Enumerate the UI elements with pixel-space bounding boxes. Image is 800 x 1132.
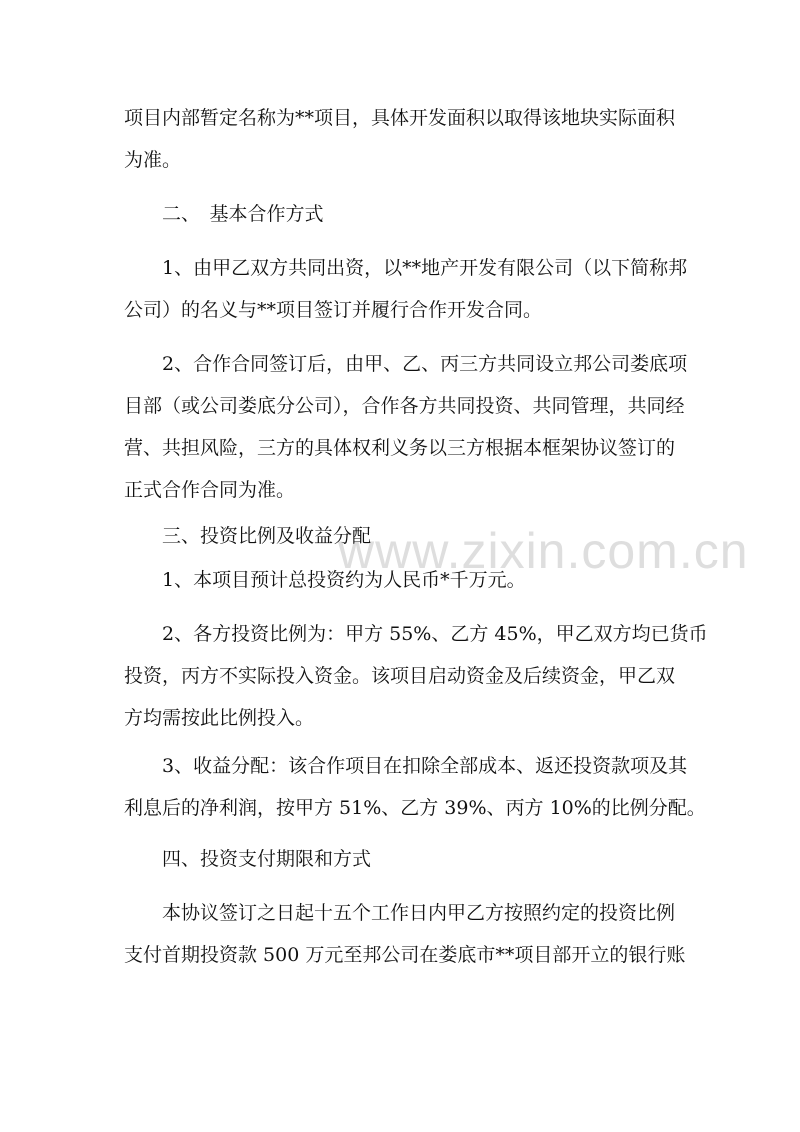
section-heading-payment-terms [124,838,684,880]
text-line: 四、投资支付期限和方式 [124,848,372,870]
paragraph-project-name [124,97,684,181]
text-line: 本协议签订之日起十五个工作日内甲乙方按照约定的投资比例 [124,902,676,924]
text-line: 2、合作合同签订后，由甲、乙、丙三方共同设立邦公司娄底项 [124,353,688,375]
paragraph-total-investment [124,559,684,601]
section-heading-cooperation-mode [124,193,684,235]
text-line: 3、收益分配：该合作项目在扣除全部成本、返还投资款项及其 [124,755,688,777]
text-line: 1、由甲乙双方共同出资，以**地产开发有限公司（以下简称邦 [124,257,688,279]
text-line: 2、各方投资比例为：甲方 55%、乙方 45%，甲乙双方均已货币 [124,623,708,645]
text-line: 支付首期投资款 500 万元至邦公司在娄底市**项目部开立的银行账 [124,944,686,966]
watermark: www.zixin.com.cn [338,523,749,579]
text-line: 项目内部暂定名称为**项目，具体开发面积以取得该地块实际面积 [124,107,676,129]
paragraph-joint-investment [124,247,688,331]
paragraph-investment-ratio [124,613,708,739]
paragraph-contract-signing [124,343,688,511]
text-line: 公司）的名义与**项目签订并履行合作开发合同。 [124,299,543,321]
text-line: 为准。 [124,149,182,171]
text-line: 营、共担风险，三方的具体权利义务以三方根据本框架协议签订的 [124,437,676,459]
text-line: 利息后的净利润，按甲方 51%、乙方 39%、丙方 10%的比例分配。 [124,797,706,819]
text-line: 1、本项目预计总投资约为人民币*千万元。 [124,569,526,591]
section-heading-investment-ratio [124,515,684,557]
paragraph-profit-distribution [124,745,706,829]
text-line: 二、 基本合作方式 [124,203,324,225]
text-line: 三、投资比例及收益分配 [124,525,372,547]
text-line: 目部（或公司娄底分公司），合作各方共同投资、共同管理，共同经 [124,395,685,417]
text-line: 投资，丙方不实际投入资金。该项目启动资金及后续资金，甲乙双 [124,665,676,687]
text-line: 正式合作合同为准。 [124,479,296,501]
text-line: 方均需按此比例投入。 [124,707,315,729]
paragraph-payment-schedule [124,892,684,976]
